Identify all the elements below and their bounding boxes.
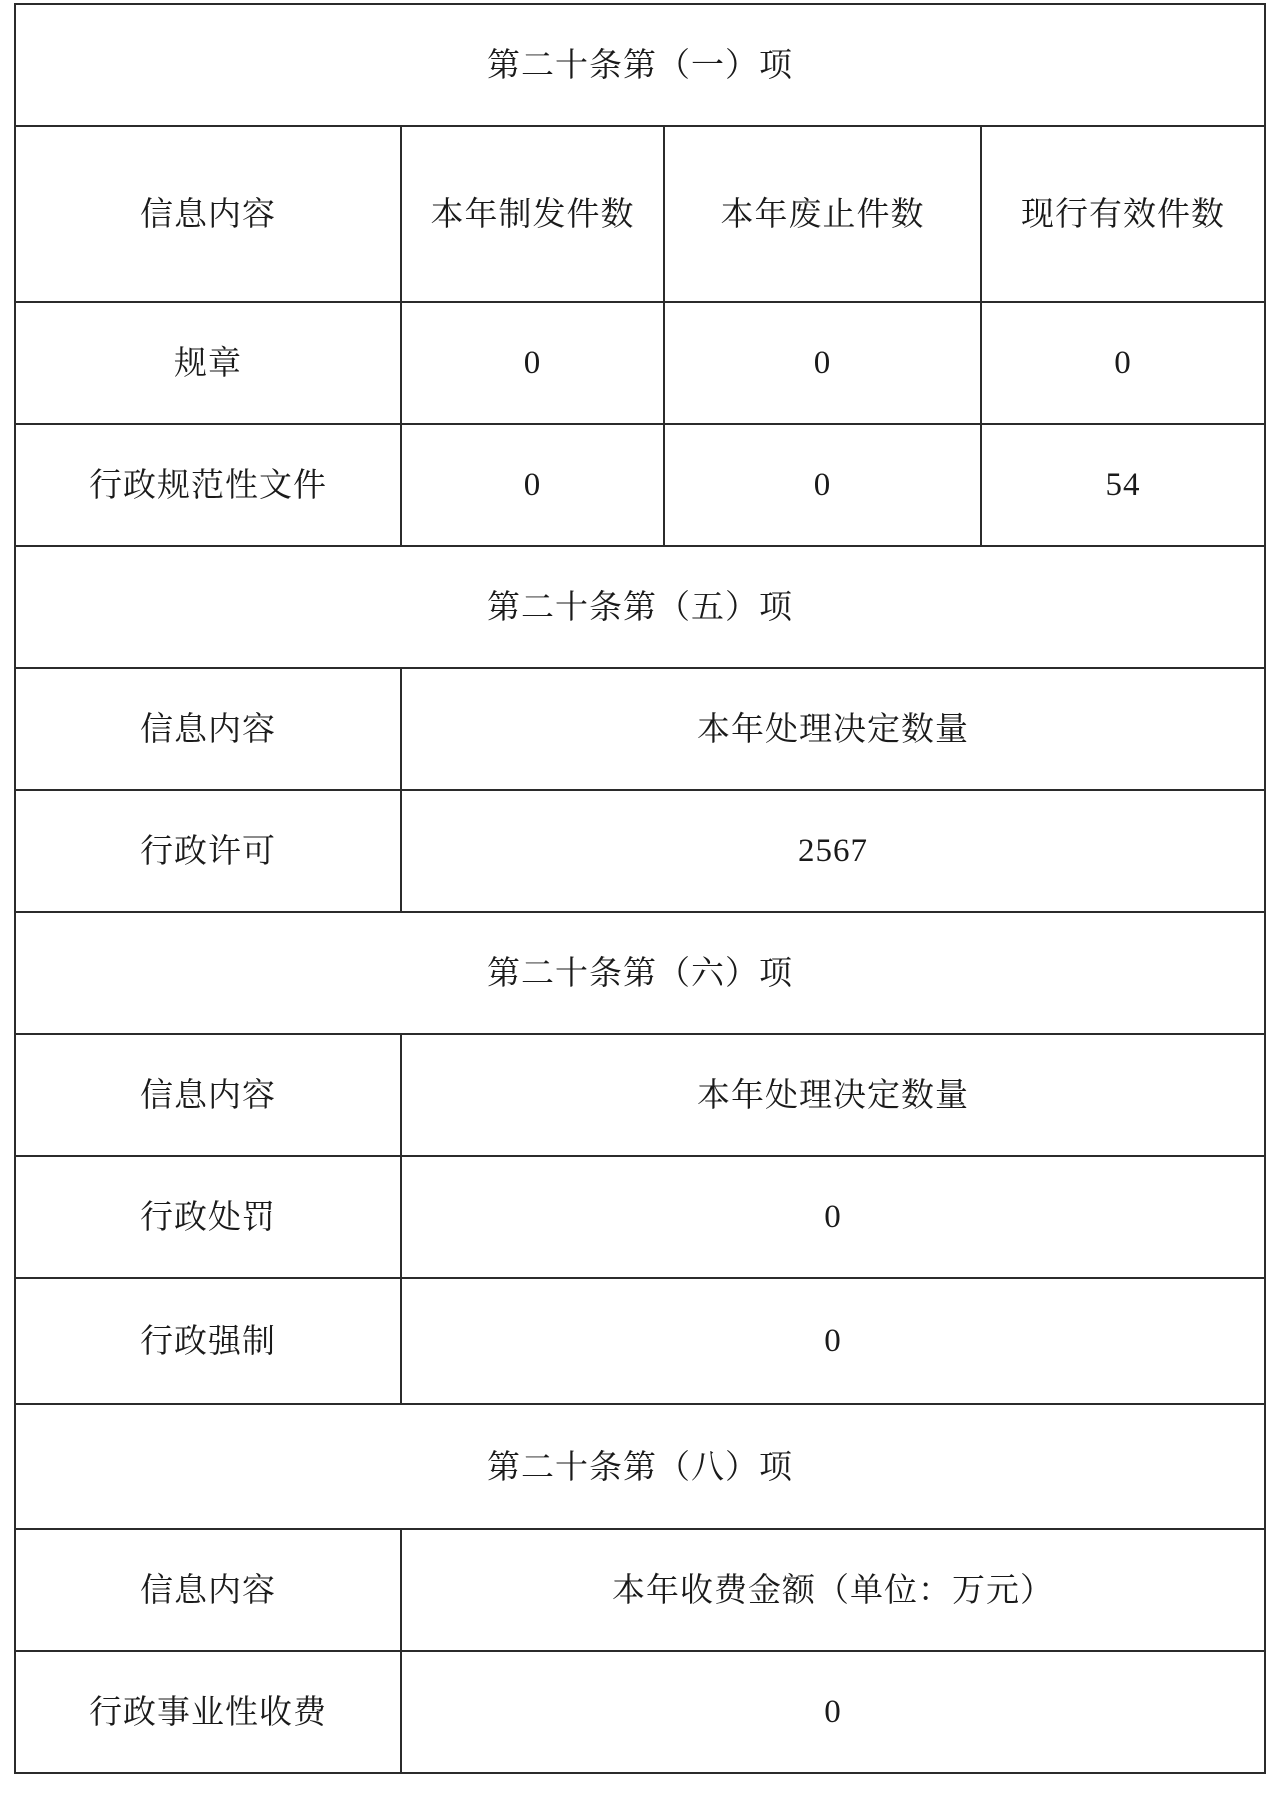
decision-value: 2567 xyxy=(401,790,1265,912)
header-info-content: 信息内容 xyxy=(15,1034,401,1156)
valid-value: 54 xyxy=(981,424,1265,546)
header-row xyxy=(15,1529,1265,1651)
header-fee-amount: 本年收费金额（单位：万元） xyxy=(401,1529,1265,1651)
row-label: 行政事业性收费 xyxy=(15,1651,401,1773)
header-decision-count: 本年处理决定数量 xyxy=(401,668,1265,790)
section-title-8: 第二十条第（八）项 xyxy=(15,1404,1265,1529)
row-label: 行政许可 xyxy=(15,790,401,912)
header-info-content: 信息内容 xyxy=(15,1529,401,1651)
section-title-row xyxy=(15,1404,1265,1529)
header-row xyxy=(15,1034,1265,1156)
section-title-row xyxy=(15,4,1265,126)
valid-value: 0 xyxy=(981,302,1265,424)
abolished-value: 0 xyxy=(664,424,981,546)
table-row xyxy=(15,302,1265,424)
table-row xyxy=(15,424,1265,546)
header-issued-count: 本年制发件数 xyxy=(401,126,664,302)
decision-value: 0 xyxy=(401,1156,1265,1278)
fee-value: 0 xyxy=(401,1651,1265,1773)
issued-value: 0 xyxy=(401,424,664,546)
issued-value: 0 xyxy=(401,302,664,424)
disclosure-table xyxy=(14,3,1266,1774)
table-row xyxy=(15,1651,1265,1773)
section-title-5: 第二十条第（五）项 xyxy=(15,546,1265,668)
decision-value: 0 xyxy=(401,1278,1265,1404)
table-row xyxy=(15,1278,1265,1404)
row-label: 行政强制 xyxy=(15,1278,401,1404)
header-abolished-count: 本年废止件数 xyxy=(664,126,981,302)
row-label: 行政规范性文件 xyxy=(15,424,401,546)
section-title-row xyxy=(15,912,1265,1034)
disclosure-report xyxy=(14,3,1264,1774)
header-info-content: 信息内容 xyxy=(15,668,401,790)
section-title-1: 第二十条第（一）项 xyxy=(15,4,1265,126)
table-row xyxy=(15,790,1265,912)
header-decision-count: 本年处理决定数量 xyxy=(401,1034,1265,1156)
row-label: 行政处罚 xyxy=(15,1156,401,1278)
header-info-content: 信息内容 xyxy=(15,126,401,302)
section-title-row xyxy=(15,546,1265,668)
abolished-value: 0 xyxy=(664,302,981,424)
header-row xyxy=(15,126,1265,302)
table-row xyxy=(15,1156,1265,1278)
section-title-6: 第二十条第（六）项 xyxy=(15,912,1265,1034)
header-valid-count: 现行有效件数 xyxy=(981,126,1265,302)
row-label: 规章 xyxy=(15,302,401,424)
header-row xyxy=(15,668,1265,790)
